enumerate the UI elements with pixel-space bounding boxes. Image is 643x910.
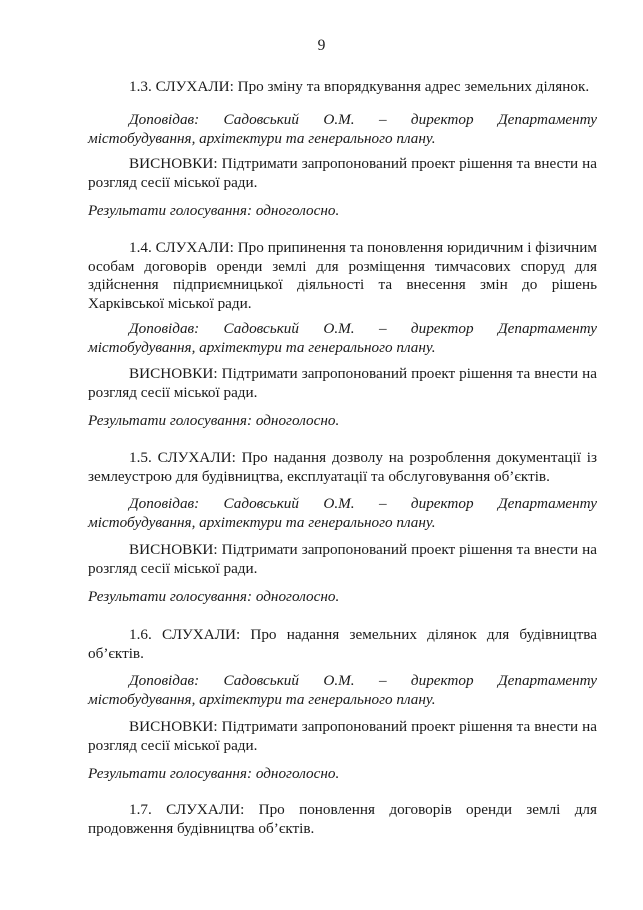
item-speaker-line: містобудування, архітектури та генерального плану. [88,338,436,356]
item-1-5-speaker [88,495,597,532]
item-conclusion-line: ВИСНОВКИ: Підтримати запропонований проект рішення та внести на [129,155,597,172]
item-1-6-conclusion [88,718,597,755]
item-conclusion-line: розгляд сесії міської ради. [88,383,258,401]
item-conclusion-line: ВИСНОВКИ: Підтримати запропонований проект рішення та внести на [129,718,597,735]
item-heard-line: Харківської міської ради. [88,294,252,312]
item-1-5-heard [88,449,597,486]
item-conclusion-line: розгляд сесії міської ради. [88,173,258,191]
item-vote: Результати голосування: одноголосно. [88,588,340,605]
item-conclusion-line: ВИСНОВКИ: Підтримати запропонований проект рішення та внести на [129,365,597,382]
item-conclusion-line: розгляд сесії міської ради. [88,559,258,577]
item-vote: Результати голосування: одноголосно. [88,765,340,782]
item-1-4-vote [88,412,597,431]
item-1-7-heard [88,801,597,838]
item-heard-line: 1.4. СЛУХАЛИ: Про припинення та поновлення юридичним і фізичним [129,239,597,256]
item-1-3-vote [88,202,597,221]
item-vote: Результати голосування: одноголосно. [88,412,340,429]
item-heard-line: 1.3. СЛУХАЛИ: Про зміну та впорядкування адрес земельних ділянок. [129,78,590,95]
item-vote: Результати голосування: одноголосно. [88,202,340,219]
item-1-4-speaker [88,320,597,357]
item-conclusion-line: ВИСНОВКИ: Підтримати запропонований проект рішення та внести на [129,541,597,558]
item-1-4-heard [88,239,597,313]
item-speaker-line: містобудування, архітектури та генерального плану. [88,513,436,531]
item-heard-line: особам договорів оренди землі для розміщення тимчасових споруд для [88,257,597,275]
item-1-5-conclusion [88,541,597,578]
item-1-6-vote [88,765,597,784]
item-speaker-line: містобудування, архітектури та генерального плану. [88,129,436,147]
item-heard-line: здійснення підприємницької діяльності та внесення змін до рішень [88,276,597,293]
item-1-3-conclusion [88,155,597,192]
item-1-4-conclusion [88,365,597,402]
item-1-6-speaker [88,672,597,709]
item-heard-line: землеустрою для будівництва, експлуатації та обслуговування об’єктів. [88,467,550,485]
item-conclusion-line: розгляд сесії міської ради. [88,736,258,754]
item-heard-line: 1.6. СЛУХАЛИ: Про надання земельних ділянок для будівництва [129,626,597,643]
item-heard-line: продовження будівництва об’єктів. [88,819,315,837]
item-speaker-line: Доповідав: Садовський О.М. – директор Департаменту [129,320,597,337]
item-speaker-line: Доповідав: Садовський О.М. – директор Департаменту [129,672,597,689]
item-1-5-vote [88,588,597,607]
item-heard-line: 1.5. СЛУХАЛИ: Про надання дозволу на розроблення документації із [129,449,597,466]
item-1-3-heard [88,78,597,97]
item-heard-line: об’єктів. [88,644,144,662]
page-number: 9 [317,37,326,54]
item-speaker-line: Доповідав: Садовський О.М. – директор Департаменту [129,111,597,128]
item-speaker-line: містобудування, архітектури та генерального плану. [88,690,436,708]
item-speaker-line: Доповідав: Садовський О.М. – директор Департаменту [129,495,597,512]
item-heard-line: 1.7. СЛУХАЛИ: Про поновлення договорів оренди землі для [129,801,597,818]
item-1-3-speaker [88,111,597,148]
item-1-6-heard [88,626,597,663]
